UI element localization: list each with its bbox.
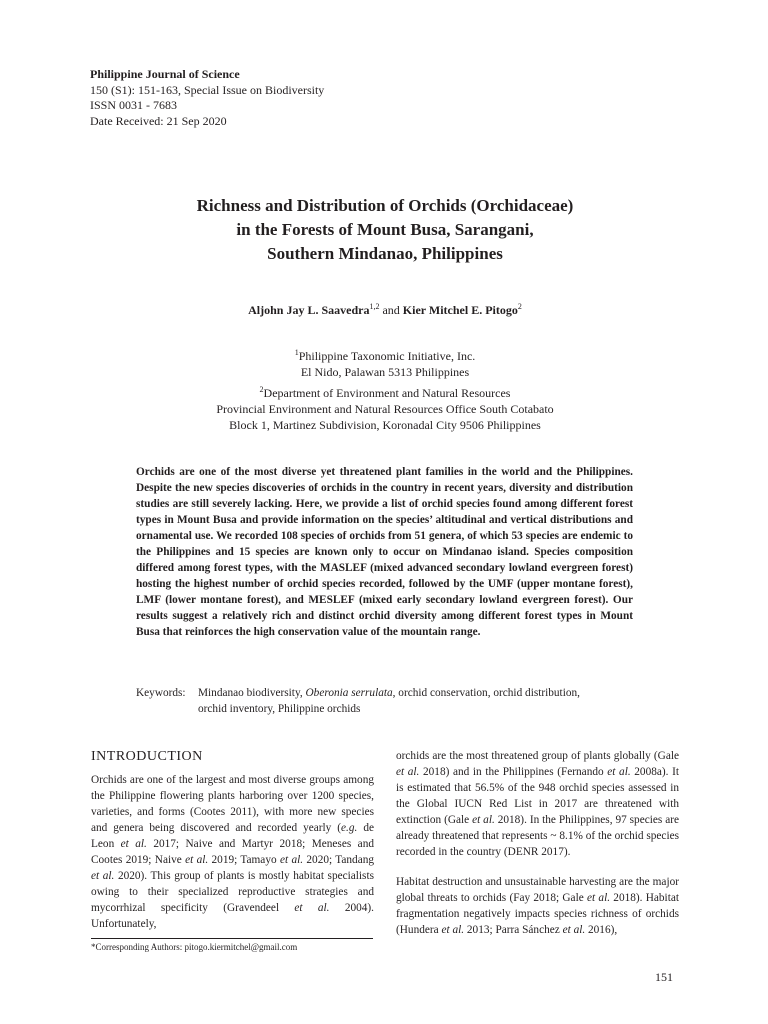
affiliation-2: [90, 385, 680, 433]
paper-title: [90, 194, 680, 266]
author-1-affiliation-mark: 1,2: [369, 302, 380, 311]
date-received: Date Received: 21 Sep 2020: [90, 113, 227, 128]
keywords: [136, 685, 636, 717]
author-1: Aljohn Jay L. Saavedra: [248, 303, 370, 317]
keywords-line-2: orchid inventory, Philippine orchids: [198, 703, 361, 715]
journal-name: Philippine Journal of Science: [90, 67, 240, 81]
affiliation-1-line-2: El Nido, Palawan 5313 Philippines: [300, 365, 470, 379]
body-column-right: [396, 748, 679, 938]
keywords-part-a: Mindanao biodiversity,: [198, 687, 306, 699]
author-2-affiliation-mark: 2: [517, 302, 522, 311]
intro-paragraph-1: Orchids are one of the largest and most diverse groups among the Philippine flowering plants harboring over 1200 species, varieties, and forms (Cootes 2011), with more new species and genera being discovered and recorded yearly (e.g. de Leon et al. 2017; Naive and Martyr 2018; Meneses and Cootes 2019; Naive et al. 2019; Tamayo et al. 2020; Tandang et al. 2020). This group of plants is mostly habitat specialists owing to their specialized reproductive strategies and mycorrhizal specificity (Gravendeel et al. 2004). Unfortunately,: [91, 774, 375, 930]
title-line-1: Richness and Distribution of Orchids (Orchidaceae): [196, 196, 574, 215]
keywords-label: Keywords:: [136, 687, 186, 699]
keywords-species: Oberonia serrulata: [305, 687, 393, 699]
intro-paragraph-2: orchids are the most threatened group of plants globally (Gale et al. 2018) and in the Philippines (Fernando et al. 2008a). It is estimated that 56.5% of the 948 orchid species assessed in the Global IUCN Red List in 2017 are threatened with extinction (Gale et al. 2018). In the Philippines, 97 species are already threatened that represents ~ 8.1% of the orchid species recorded in the country (DENR 2017).: [396, 750, 679, 858]
section-heading-introduction: INTRODUCTION: [91, 749, 203, 764]
author-2: Kier Mitchel E. Pitogo: [402, 303, 518, 317]
journal-header: [90, 67, 324, 129]
page-number: 151: [655, 970, 673, 984]
title-line-2: in the Forests of Mount Busa, Sarangani,: [236, 220, 534, 239]
affiliation-2-mark: 2: [259, 385, 264, 394]
journal-issn: ISSN 0031 - 7683: [90, 98, 178, 112]
footnote-divider: [91, 938, 373, 939]
body-column-left: [91, 748, 374, 932]
author-conjunction: and: [379, 303, 403, 317]
affiliation-1-mark: 1: [294, 348, 299, 357]
affiliation-1: [90, 348, 680, 380]
author-list: [90, 303, 680, 318]
affiliation-1-line-1: Philippine Taxonomic Initiative, Inc.: [298, 349, 476, 363]
intro-paragraph-3: Habitat destruction and unsustainable harvesting are the major global threats to orchids (Fay 2018; Gale et al. 2018). Habitat fragmentation negatively impacts species richness of orchids (Hundera et al. 2013; Parra Sánchez et al. 2016),: [396, 876, 679, 936]
affiliation-2-line-2: Provincial Environment and Natural Resources Office South Cotabato: [216, 402, 554, 416]
keywords-part-b: , orchid conservation, orchid distribution,: [392, 687, 580, 699]
abstract: Orchids are one of the most diverse yet threatened plant families in the world and the Philippines. Despite the new species discoveries of orchids in the country in recent years, diversity and distribution studies are still severely lacking. Here, we provide a list of orchid species found among different forest types in Mount Busa and provide information on the species’ altitudinal and vertical distributions and ornamental use. We recorded 108 species of orchids from 51 genera, of which 53 species are endemic to the Philippines and 15 species are known only to occur on Mindanao island. Species composition differed among forest types, with the MASLEF (mixed advanced secondary lowland evergreen forest) hosting the highest number of orchid species recorded, followed by the UMF (upper montane forest), LMF (lower montane forest), and MESLEF (mixed early secondary lowland evergreen forest). Our results suggest a relatively rich and distinct orchid diversity among different forest types in Mount Busa that reinforces the high conservation value of the mountain range.: [136, 466, 633, 638]
corresponding-author-footnote: *Corresponding Authors: pitogo.kiermitchel@gmail.com: [91, 942, 298, 952]
journal-volume: 150 (S1): 151-163, Special Issue on Biodiversity: [90, 82, 325, 97]
affiliation-2-line-3: Block 1, Martinez Subdivision, Koronadal City 9506 Philippines: [229, 418, 541, 432]
title-line-3: Southern Mindanao, Philippines: [267, 244, 503, 263]
affiliation-2-line-1: Department of Environment and Natural Resources: [263, 386, 511, 400]
